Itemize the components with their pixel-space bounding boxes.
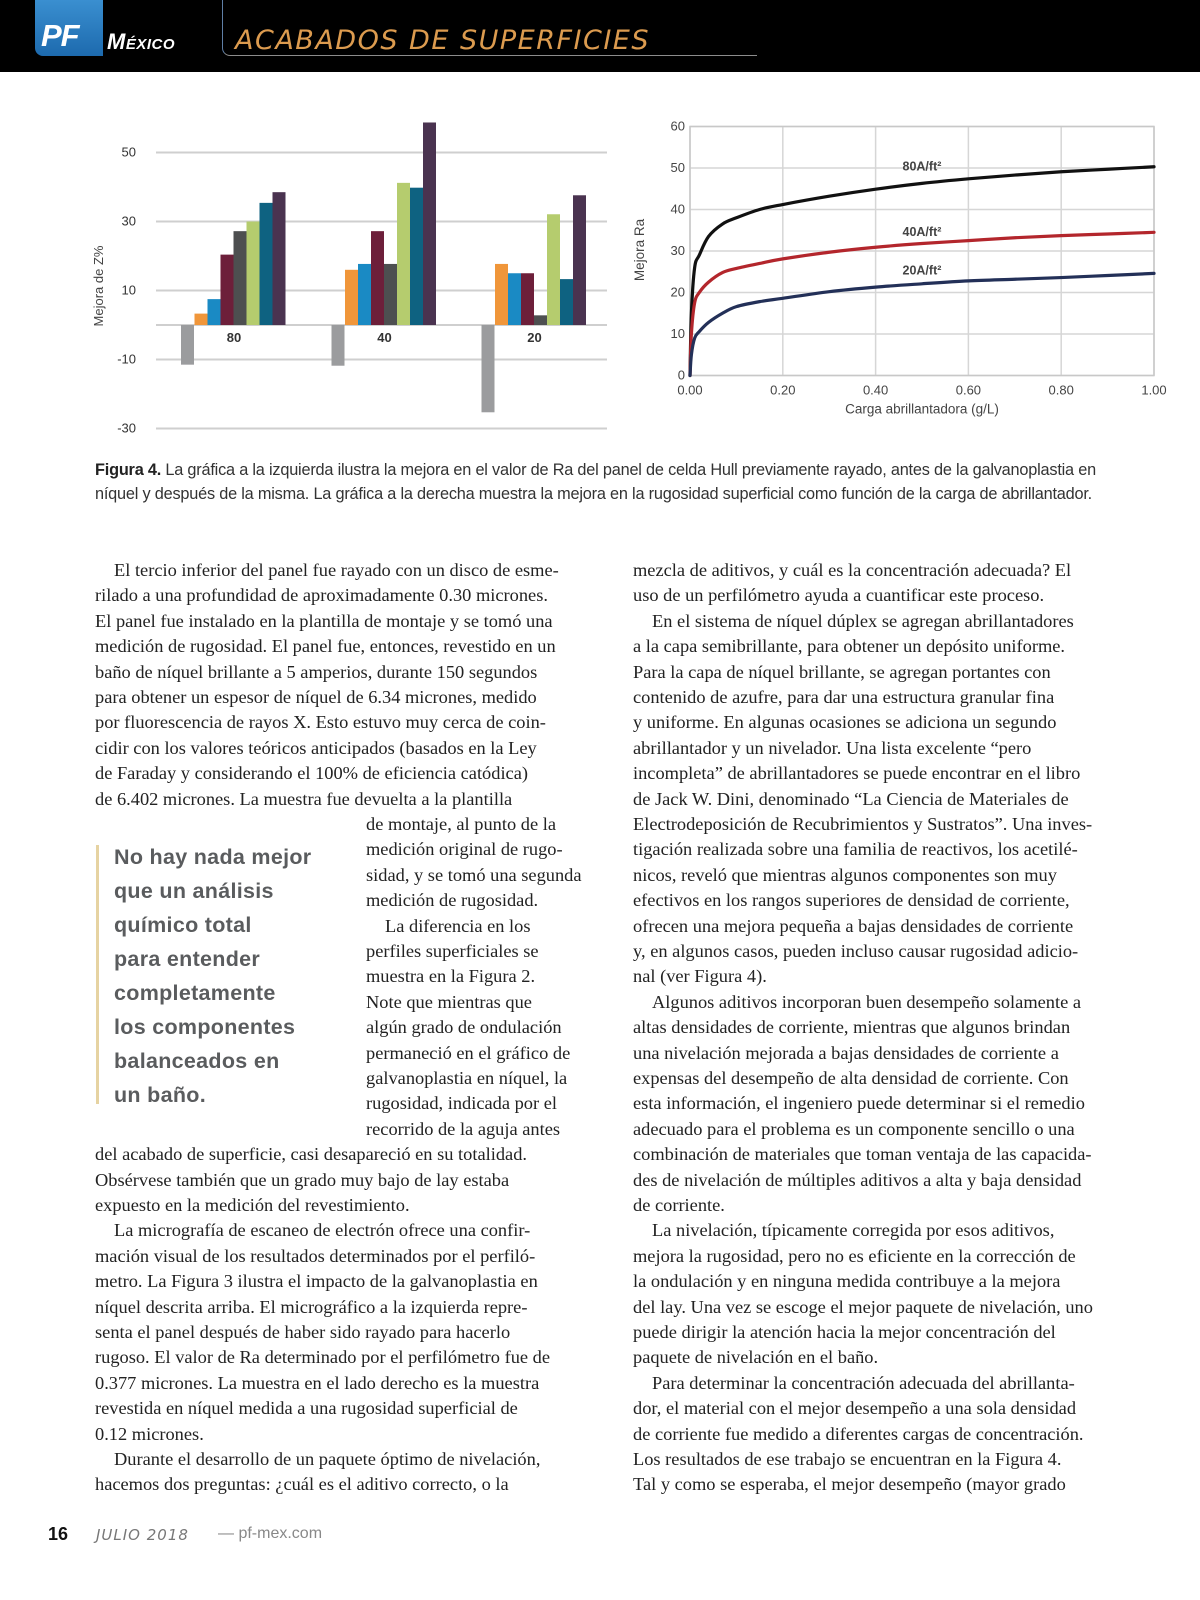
text-line: expuesto en la medición del revestimiento. — [95, 1195, 410, 1215]
y-tick-label: -10 — [117, 351, 136, 367]
text-line: incompleta” de abrillantadores se puede encontrar en el libro — [633, 763, 1081, 784]
bar — [495, 264, 508, 325]
pull-quote-line: balanceados en — [114, 1049, 280, 1073]
text-line: cidir con los valores teóricos anticipados (basados en la Ley — [95, 737, 537, 758]
text-line: El tercio inferior del panel fue rayado con un disco de esme- — [114, 560, 559, 580]
text-line: la ondulación y en ninguna medida contribuye a la mejora — [633, 1271, 1061, 1292]
text-line: uso de un perfilómetro ayuda a cuantificar este proceso. — [633, 585, 1045, 606]
bar — [234, 231, 247, 325]
text-line: para obtener un espesor de níquel de 6.34 micrones, medido — [95, 687, 537, 707]
x-tick-label: 0.00 — [677, 382, 703, 398]
text-line: recorrido de la aguja antes — [366, 1118, 561, 1139]
series-line — [690, 273, 1154, 375]
bar — [508, 273, 521, 325]
bar — [195, 314, 208, 325]
y-tick-label: 0 — [677, 367, 685, 383]
text-line: del acabado de superficie, casi desapareció en su totalidad. — [95, 1144, 527, 1165]
x-tick-label: 0.40 — [862, 382, 889, 398]
section-title: ACABADOS DE SUPERFICIES — [235, 25, 650, 56]
pull-quote-line: para entender — [114, 947, 261, 971]
text-line: rilado a una profundidad de aproximadamente 0.30 micrones. — [95, 585, 548, 606]
caption-text: La gráfica a la izquierda ilustra la mejora en el valor de Ra del panel de celda Hull previamente rayado, antes de la galvanoplastia en níquel y después de la misma. La gráfica a la derecha muestra la mejora en la rugosidad superficial como función de la carga de abrillantador. — [95, 461, 1096, 503]
figure-caption — [95, 459, 1135, 506]
caption-label: Figura 4. — [95, 461, 162, 479]
bar — [534, 315, 547, 325]
text-line: de Jack W. Dini, denominado “La Ciencia de Materiales de — [633, 788, 1069, 809]
category-label: 80 — [226, 330, 242, 345]
text-line: combinación de materiales que toman ventaja de las capacida- — [633, 1144, 1092, 1165]
bar — [247, 222, 260, 326]
text-line: paquete de nivelación en el baño. — [633, 1347, 879, 1368]
text-line: de 6.402 micrones. La muestra fue devuelta a la plantilla — [95, 788, 513, 809]
y-tick-label: -30 — [117, 420, 136, 436]
bar — [521, 273, 534, 325]
bar — [332, 325, 345, 366]
text-line: El panel fue instalado en la plantilla de montaje y se tomó una — [95, 610, 553, 631]
text-line: Los resultados de ese trabajo se encuentran en la Figura 4. — [633, 1449, 1062, 1469]
series-label: 40A/ft² — [902, 224, 942, 239]
pull-quote — [114, 840, 311, 1112]
text-line: dor, el material con el mejor desempeño a una sola densidad — [633, 1398, 1077, 1419]
text-line: de corriente. — [633, 1195, 725, 1215]
bar — [345, 270, 358, 325]
bar — [573, 195, 586, 325]
text-line: metro. La Figura 3 ilustra el impacto de la galvanoplastia en — [95, 1271, 538, 1292]
text-line: Durante el desarrollo de un paquete óptimo de nivelación, — [114, 1449, 541, 1469]
text-line: rugoso. El valor de Ra determinado por el perfilómetro fue de — [95, 1347, 551, 1368]
text-line: tigación realizada sobre una familia de reactivos, los acetilé- — [633, 839, 1078, 860]
bar — [410, 188, 423, 325]
text-line: esta información, el ingeniero puede determinar si el remedio — [633, 1093, 1085, 1114]
pull-quote-line: que un análisis — [114, 879, 274, 903]
text-line: algún grado de ondulación — [366, 1017, 562, 1038]
category-label: 40 — [377, 330, 392, 345]
text-line: nal (ver Figura 4). — [633, 966, 767, 987]
text-line: adecuado para el problema es un componente sencillo o una — [633, 1118, 1075, 1139]
y-tick-label: 10 — [670, 326, 685, 341]
bar — [260, 203, 273, 325]
text-line: Note que mientras que — [366, 991, 532, 1012]
x-axis-title: Carga abrillantadora (g/L) — [845, 401, 999, 417]
issue-date: JULIO 2018 — [96, 1526, 189, 1544]
text-line: abrillantador y un nivelador. Una lista excelente “pero — [633, 737, 1032, 758]
logo-region: México — [107, 29, 176, 54]
text-line: medición de rugosidad. — [366, 890, 539, 911]
series-label: 20A/ft² — [902, 263, 942, 278]
x-tick-label: 1.00 — [1141, 382, 1167, 398]
text-line: baño de níquel brillante a 5 amperios, durante 150 segundos — [95, 661, 538, 682]
x-tick-label: 0.80 — [1048, 382, 1074, 398]
pull-quote-bar — [96, 845, 99, 1104]
text-line: a la capa semibrillante, para obtener un depósito uniforme. — [633, 636, 1066, 657]
text-line: expensas del desempeño de alta densidad de corriente. Con — [633, 1068, 1069, 1088]
text-line: de corriente fue medido a diferentes cargas de concentración. — [633, 1423, 1084, 1444]
text-line: medición de rugosidad. El panel fue, entonces, revestido en un — [95, 636, 556, 657]
y-axis-title: Mejora Ra — [632, 218, 647, 282]
text-line: de Faraday y considerando el 100% de eficiencia catódica) — [95, 763, 528, 784]
x-tick-label: 0.20 — [770, 382, 796, 398]
y-tick-label: 50 — [121, 144, 136, 160]
text-line: mejora la rugosidad, pero no es eficiente en la corrección de — [633, 1245, 1076, 1266]
bar — [221, 255, 234, 325]
text-line: de montaje, al punto de la — [366, 814, 556, 834]
bar — [384, 264, 397, 325]
text-line: nicos, reveló que mientras algunos componentes son muy — [633, 864, 1057, 885]
text-line: hacemos dos preguntas: ¿cuál es el aditivo correcto, o la — [95, 1474, 509, 1495]
text-line: 0.12 micrones. — [95, 1423, 204, 1444]
bar — [423, 122, 436, 325]
text-line: medición original de rugo- — [366, 839, 563, 860]
category-label: 20 — [527, 330, 542, 345]
text-line: sidad, y se tomó una segunda — [366, 864, 582, 885]
y-tick-label: 50 — [670, 160, 685, 175]
y-axis-title: Mejora de Z% — [91, 245, 106, 327]
text-line: Electrodeposición de Recubrimientos y Sustratos”. Una inves- — [633, 814, 1093, 834]
bar — [273, 192, 286, 325]
text-line: por fluorescencia de rayos X. Esto estuvo muy cerca de coin- — [95, 712, 546, 733]
text-line: des de nivelación de múltiples aditivos a alta y baja densidad — [633, 1169, 1082, 1190]
text-line: contenido de azufre, para dar una estructura granular fina — [633, 687, 1055, 707]
text-line: y, en algunos casos, pueden incluso causar rugosidad adicio- — [633, 941, 1079, 961]
text-line: Algunos aditivos incorporan buen desempeño solamente a — [652, 991, 1082, 1012]
text-line: revestida en níquel medida a una rugosidad superficial de — [95, 1398, 518, 1419]
text-line: galvanoplastia en níquel, la — [366, 1068, 568, 1088]
text-line: Tal y como se esperaba, el mejor desempeño (mayor grado — [633, 1474, 1066, 1495]
y-tick-label: 30 — [670, 243, 685, 258]
text-line: y uniforme. En algunas ocasiones se adiciona un segundo — [633, 712, 1057, 733]
series-label: 80A/ft² — [902, 159, 942, 174]
text-line: La nivelación, típicamente corregida por esos aditivos, — [652, 1220, 1055, 1241]
bar — [397, 183, 410, 325]
text-line: senta el panel después de haber sido rayado para hacerlo — [95, 1322, 511, 1342]
bar — [560, 279, 573, 325]
logo-text: PF — [41, 18, 79, 53]
text-line: Para determinar la concentración adecuada del abrillanta- — [652, 1372, 1075, 1393]
x-tick-label: 0.60 — [955, 382, 982, 398]
text-line: altas densidades de corriente, mientras que algunos brindan — [633, 1017, 1071, 1038]
text-line: puede dirigir la atención hacia la mejor concentración del — [633, 1322, 1056, 1342]
text-line: La diferencia en los — [385, 915, 531, 936]
y-tick-label: 40 — [670, 201, 685, 217]
bar — [181, 325, 194, 365]
text-line: permaneció en el gráfico de — [366, 1042, 571, 1063]
bar — [371, 231, 384, 325]
series-line — [690, 232, 1154, 375]
bar — [482, 325, 495, 412]
text-line: Para la capa de níquel brillante, se agregan portantes con — [633, 661, 1051, 682]
text-line: En el sistema de níquel dúplex se agregan abrillantadores — [652, 610, 1074, 631]
pull-quote-line: No hay nada mejor — [114, 845, 312, 869]
y-tick-label: 20 — [670, 284, 685, 300]
text-line: níquel descrita arriba. El micrográfico a la izquierda repre- — [95, 1296, 528, 1317]
text-line: efectivos en los rangos superiores de densidad de corriente, — [633, 890, 1070, 911]
pull-quote-line: un baño. — [114, 1083, 206, 1107]
pull-quote-line: los componentes — [114, 1015, 296, 1039]
bar — [358, 264, 371, 325]
y-tick-label: 10 — [121, 282, 136, 298]
text-line: 0.377 micrones. La muestra en el lado derecho es la muestra — [95, 1372, 540, 1393]
line-chart-mejora-ra — [620, 0, 1200, 440]
pull-quote-line: químico total — [114, 913, 252, 937]
text-line: La micrografía de escaneo de electrón ofrece una confir- — [114, 1220, 531, 1241]
text-line: rugosidad, indicada por el — [366, 1093, 558, 1114]
text-line: muestra en la Figura 2. — [366, 966, 536, 987]
bar-chart-mejora-z — [0, 0, 620, 440]
website: — pf-mex.com — [218, 1525, 323, 1542]
text-line: Obsérvese también que un grado muy bajo de lay estaba — [95, 1169, 510, 1190]
text-line: una nivelación mejorada a bajas densidades de corriente a — [633, 1042, 1059, 1063]
y-tick-label: 60 — [670, 118, 685, 134]
text-line: perfiles superficiales se — [366, 941, 539, 961]
y-tick-label: 30 — [121, 213, 136, 229]
text-line: ofrecen una mejora pequeña a bajas densidades de corriente — [633, 915, 1074, 936]
bar — [208, 299, 221, 325]
pull-quote-line: completamente — [114, 981, 276, 1005]
text-line: mación visual de los resultados determinados por el perfiló- — [95, 1245, 536, 1266]
page-number: 16 — [48, 1524, 69, 1544]
text-line: del lay. Una vez se escoge el mejor paquete de nivelación, uno — [633, 1296, 1093, 1317]
bar — [547, 214, 560, 325]
text-line: mezcla de aditivos, y cuál es la concentración adecuada? El — [633, 560, 1072, 580]
